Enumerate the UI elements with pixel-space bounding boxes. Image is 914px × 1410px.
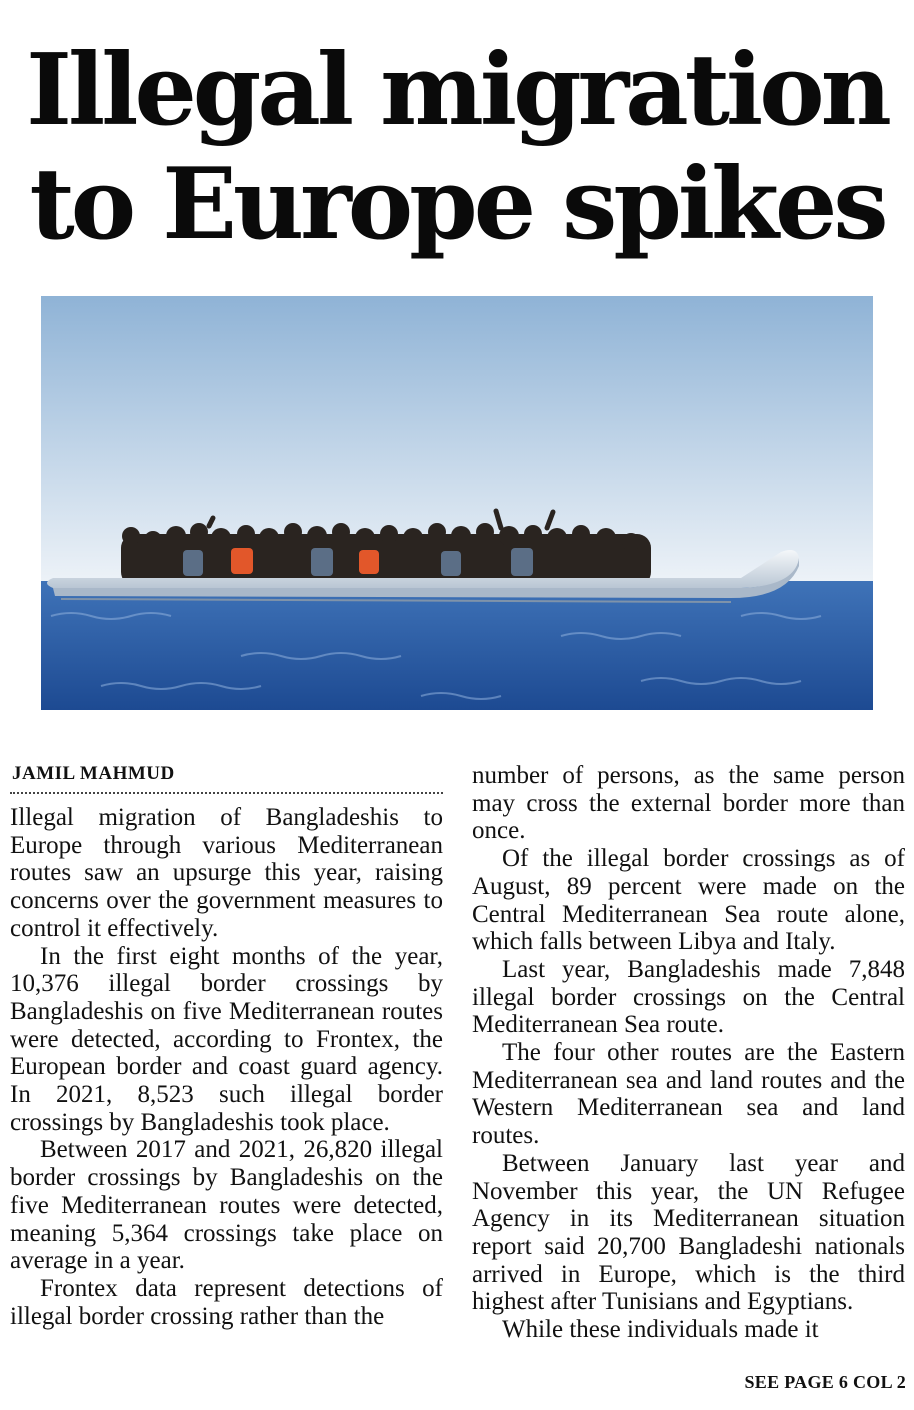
headline-line-1: Illegal migration (26, 33, 888, 148)
headline-line-2: to Europe spikes (29, 147, 885, 262)
byline-divider (10, 792, 443, 794)
paragraph: Frontex data represent detections of illegal border crossing rather than the (10, 1274, 443, 1330)
paragraph: Of the illegal border crossings as of August, 89 percent were made on the Central Mediterranean Sea route alone, which falls between Libya and Italy. (472, 845, 905, 956)
headline (0, 34, 914, 262)
paragraph: Illegal migration of Bangladeshis to Europe through various Mediterranean routes saw an upsurge this year, raising concerns over the government measures to control it effectively. (10, 804, 443, 942)
article-column-right (472, 762, 905, 1344)
paragraph: Last year, Bangladeshis made 7,848 illegal border crossings on the Central Mediterranean Sea route. (472, 955, 905, 1039)
paragraph: The four other routes are the Eastern Mediterranean sea and land routes and the Western Mediterranean sea and land routes. (472, 1039, 905, 1150)
migrant-boat-photo (41, 296, 873, 710)
paragraph: Between January last year and November this year, the UN Refugee Agency in its Mediterranean situation report said 20,700 Bangladeshi nationals arrived in Europe, which is the third highest after Tunisians and Egyptians. (472, 1149, 905, 1316)
paragraph: While these individuals made it (502, 1316, 819, 1344)
paragraph: Between 2017 and 2021, 26,820 illegal border crossings by Bangladeshis on the five Mediterranean routes were detected, meaning 5,364 crossings take place on average in a year. (10, 1136, 443, 1275)
paragraph: In the first eight months of the year, 10,376 illegal border crossings by Bangladeshis on five Mediterranean routes were detected, according to Frontex, the European border and coast guard agency. In 2021, 8,523 such illegal border crossings by Bangladeshis took place. (10, 942, 443, 1136)
jump-line: SEE PAGE 6 COL 2 (744, 1372, 906, 1392)
byline: JAMIL MAHMUD (12, 763, 175, 784)
paragraph: number of persons, as the same person may cross the external border more than once. (472, 762, 905, 845)
article-column-left (10, 762, 443, 1330)
